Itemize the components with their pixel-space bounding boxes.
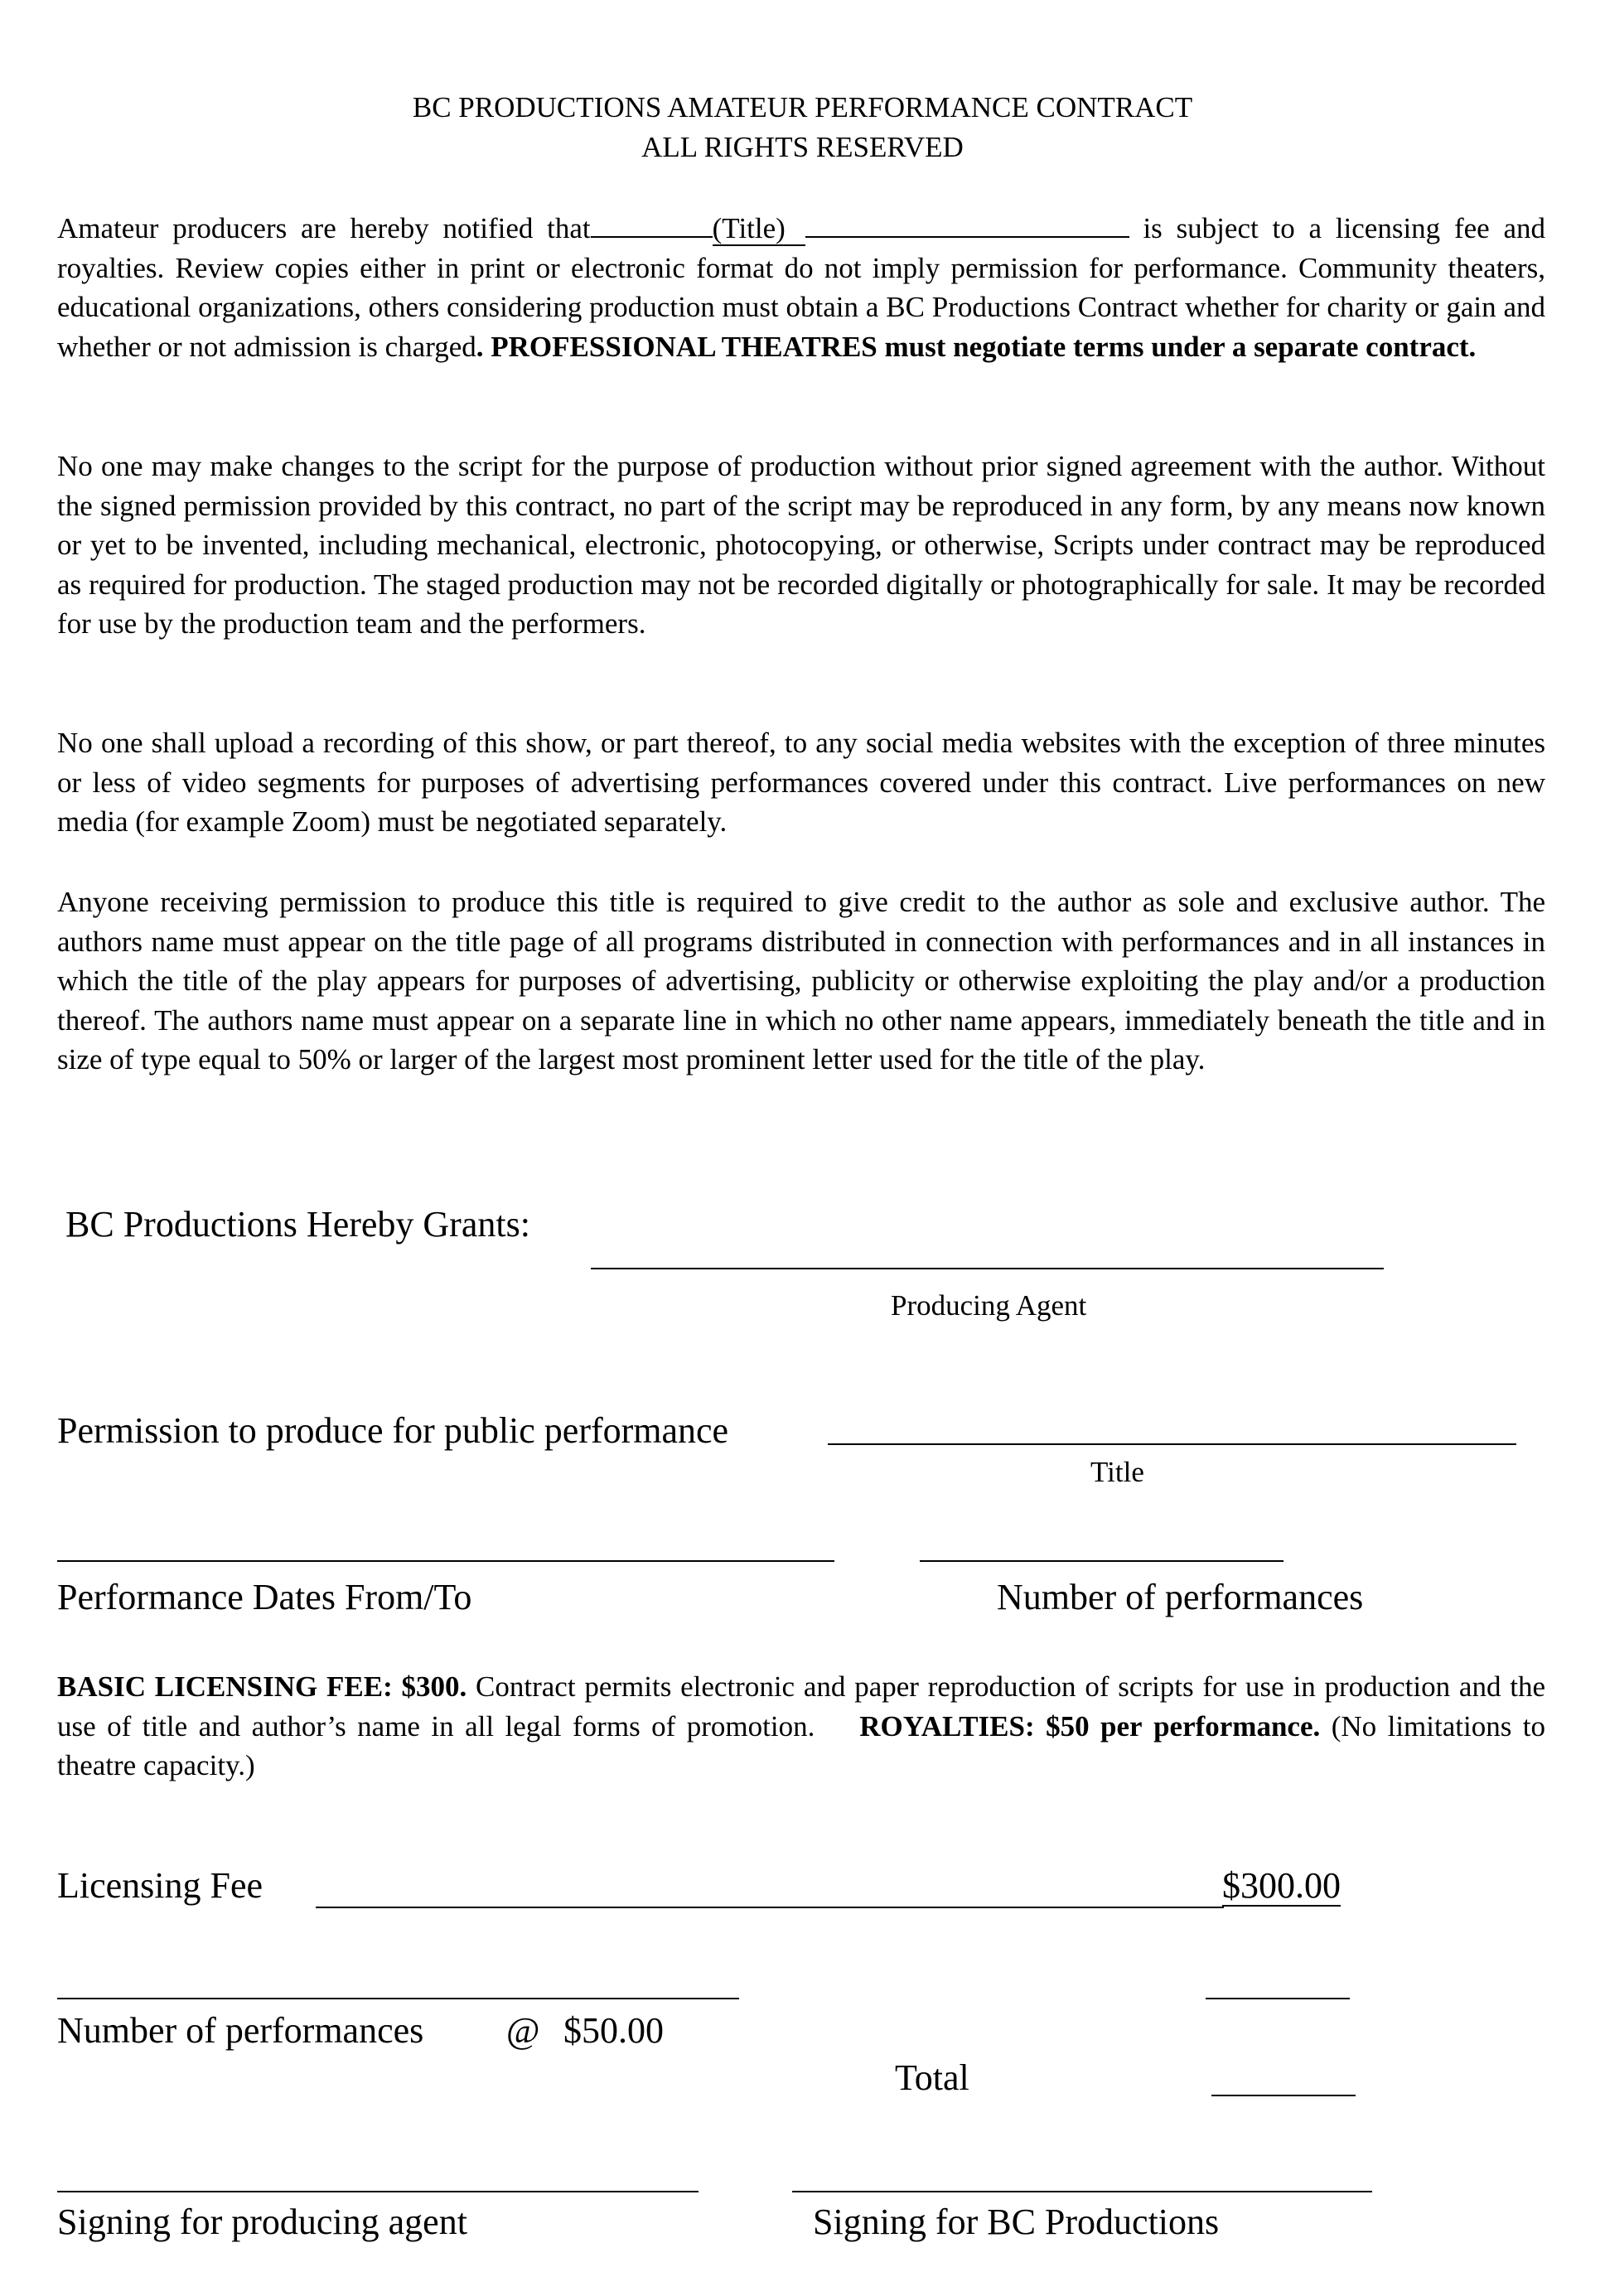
total-line[interactable]	[1211, 2095, 1356, 2096]
calc-num-performances-label: Number of performances	[57, 2010, 424, 2051]
number-of-performances-label: Number of performances	[997, 1577, 1364, 1617]
title-placeholder: (Title)	[713, 214, 805, 246]
basic-fee-label: BASIC LICENSING FEE: $300.	[57, 1670, 467, 1703]
notice-body: is subject to a licensing fee and royalties. Review copies either in print or electronic format do not imply permission for performance. Community theaters, educational organizations, others considering production must obtain a BC Productions Contract whether for charity or gain and whether or not admission is charged	[57, 212, 1545, 363]
notice-intro: Amateur producers are hereby notified that	[57, 212, 591, 244]
royalties-note: (No limitations to theatre capacity.)	[57, 1709, 1546, 1782]
paragraph-fees	[57, 1667, 1545, 1786]
paragraph-script-changes: No one may make changes to the script for the purpose of production without prior signed agreement with the author. Without the signed permission provided by this contract, no part of the script may be reproduced in any form, by any means now known or yet to be invented, including mechanical, electronic, photocopying, or otherwise, Scripts under contract may be reproduced as required for production. The staged production may not be recorded digitally or photographically for sale. It may be recorded for use by the production team and the performers.	[57, 450, 1545, 640]
paragraph-notice	[57, 209, 1545, 366]
performance-dates-label: Performance Dates From/To	[57, 1577, 472, 1617]
licensing-fee-label: Licensing Fee	[57, 1865, 263, 1906]
royalty-amount-line[interactable]	[1206, 1998, 1350, 1999]
licensing-fee-line	[316, 1907, 1224, 1908]
rate-value: $50.00	[563, 2010, 664, 2051]
agent-signature-label: Signing for producing agent	[57, 2202, 467, 2242]
title-blank-trail[interactable]	[805, 236, 1129, 238]
producing-agent-label: Producing Agent	[891, 1289, 1087, 1322]
bc-signature-label: Signing for BC Productions	[813, 2202, 1220, 2242]
title-blank-lead[interactable]	[591, 236, 713, 238]
basic-fee-text: Contract permits electronic and paper reproduction of scripts for use in production and the use of title and author’s name in all legal forms of promotion.	[57, 1670, 1545, 1743]
permission-label: Permission to produce for public performance	[57, 1410, 729, 1451]
notice-period: .	[476, 330, 484, 363]
document-title: BC PRODUCTIONS AMATEUR PERFORMANCE CONTRACT	[412, 91, 1193, 123]
paragraph-author-credit: Anyone receiving permission to produce this title is required to give credit to the author as sole and exclusive author. The authors name must appear on the title page of all programs distributed in connection with performances and in all instances in which the title of the play appears for purposes of advertising, publicity or otherwise exploiting the play and/or a production thereof. The authors name must appear on a separate line in which no other name appears, immediately beneath the title and in size of type equal to 50% or larger of the largest most prominent letter used for the title of the play.	[57, 886, 1545, 1076]
title-label: Title	[1090, 1456, 1144, 1488]
bc-signature-line[interactable]	[792, 2191, 1372, 2192]
performance-dates-line[interactable]	[57, 1560, 834, 1562]
grant-heading: BC Productions Hereby Grants:	[65, 1204, 530, 1245]
document-subtitle: ALL RIGHTS RESERVED	[641, 131, 964, 163]
paragraph-recording: No one shall upload a recording of this show, or part thereof, to any social media websites with the exception of three minutes or less of video segments for purposes of advertising performances covered under this contract. Live performances on new media (for example Zoom) must be negotiated separately.	[57, 727, 1545, 839]
royalties-label: ROYALTIES: $50 per	[859, 1709, 1143, 1743]
at-symbol: @	[506, 2010, 540, 2051]
producing-agent-line[interactable]	[591, 1268, 1384, 1269]
professional-theatres-notice: PROFESSIONAL THEATRES must negotiate terms under a separate contract.	[491, 330, 1477, 363]
agent-signature-line[interactable]	[57, 2191, 699, 2192]
number-of-performances-line[interactable]	[920, 1560, 1284, 1562]
licensing-fee-value: $300.00	[1222, 1865, 1341, 1906]
total-label: Total	[895, 2057, 969, 2098]
royalties-label-end: performance.	[1153, 1709, 1321, 1743]
title-line[interactable]	[828, 1443, 1516, 1445]
num-performances-line[interactable]	[57, 1998, 739, 1999]
